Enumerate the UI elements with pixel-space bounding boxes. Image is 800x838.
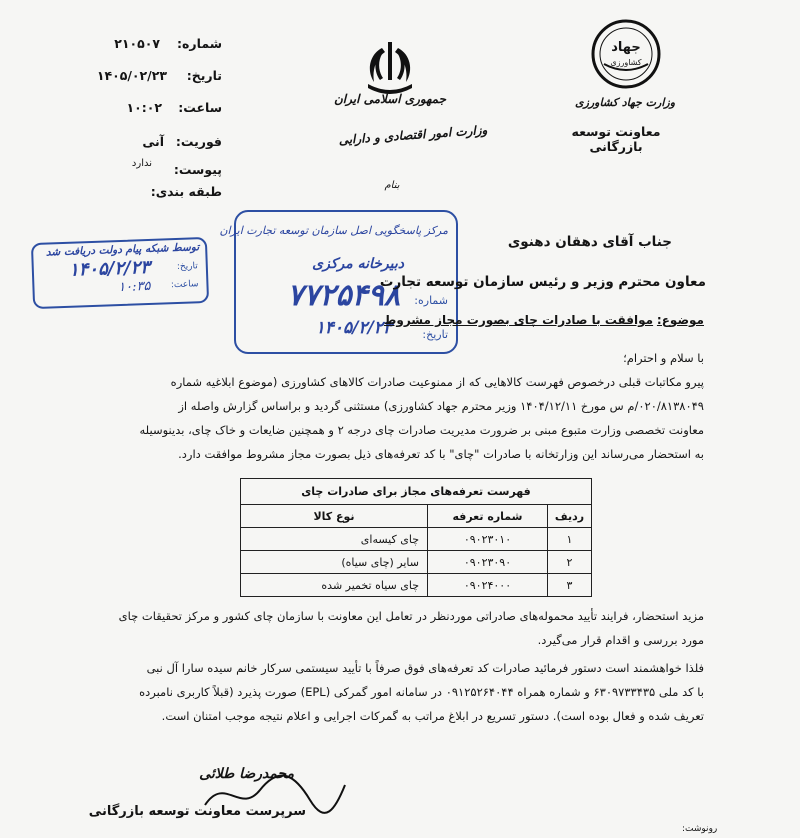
dept-name: معاونت توسعه بازرگانی [571, 124, 661, 154]
secretariat-date: ۱۴۰۵/۲/۲۳ [315, 318, 392, 338]
secretariat-stamp-title: مرکز پاسخگویی اصل سازمان توسعه تجارت ایران [219, 224, 448, 237]
date-label: تاریخ: [186, 68, 222, 83]
urgency-label: فوریت: [175, 134, 222, 149]
body-line-4: به استحضار می‌رساند این وزارتخانه با صادرات "چای" با کد تعرفه‌های ذیل بصورت مجاز مشروط موافقت دارد. [178, 447, 704, 461]
item-name: سایر (چای سیاه) [241, 551, 428, 574]
number-label: شماره: [177, 36, 222, 51]
item-name: چای کیسه‌ای [241, 528, 428, 551]
body-line-1: پیرو مکاتبات قبلی درخصوص فهرست کالاهایی که از ممنوعیت صادرات کالاهای کشاورزی (موضوع ابلاغیه شماره [170, 375, 704, 389]
row-number: ۳ [548, 574, 592, 597]
body-line-10: تعریف شده و فعال بوده است). دستور تسریع در ابلاغ مراتب به گمرکات اجرایی و اعلام نتیجه موجب امتنان است. [161, 709, 704, 723]
row-number: ۱ [548, 528, 592, 551]
receipt-stamp-title: توسط شبکه پیام دولت دریافت شد [45, 241, 200, 259]
receipt-stamp [31, 237, 209, 309]
date-row [52, 68, 222, 88]
subject-text: موافقت با صادرات چای بصورت مجاز مشروط [383, 313, 654, 327]
signature-scribble-icon [200, 770, 350, 820]
table-row [241, 574, 592, 597]
col-code: شماره تعرفه [428, 505, 548, 528]
body-line-8: فلذا خواهشمند است دستور فرمائید صادرات کد تعرفه‌های فوق صرفاً با تأیید سیستمی سرکار خانم سیده سارا آل نبی [146, 661, 704, 675]
tariff-table [240, 478, 592, 597]
receipt-stamp-time: ۱۰:۳۵ [117, 278, 151, 296]
attachment-value: ندارد [131, 158, 152, 169]
signer-name: محمدرضا طلائی [199, 766, 294, 782]
tariff-code: ۰۹۰۲۳۰۹۰ [428, 551, 548, 574]
greeting: با سلام و احترام؛ [623, 351, 704, 365]
classification-label: طبقه بندی: [150, 184, 222, 199]
attachment-label: پیوست: [173, 162, 222, 177]
logo-sub: کشاورزی [610, 58, 642, 67]
body-line-6: مزید استحضار، فرایند تأیید محموله‌های صادراتی موردنظر در تعامل این معاونت با سازمان چای کشور و مرکز تحقیقات چای [118, 609, 704, 623]
time-value: ۱۰:۰۲ [126, 100, 162, 115]
iran-emblem-icon [352, 40, 428, 100]
tariff-table-caption: فهرست تعرفه‌های مجاز برای صادرات چای [241, 479, 592, 505]
row-number: ۲ [548, 551, 592, 574]
body-line-7: مورد بررسی و اقدام قرار می‌گیرد. [537, 633, 704, 647]
body-line-3: معاونت تخصصی وزارت متبوع مبنی بر ضرورت مدیریت صادرات چای درجه ۲ و همچنین ضایعات و خاک چای، بدینوسیله [139, 423, 704, 437]
col-item: نوع کالا [241, 505, 428, 528]
receipt-stamp-time-label: ساعت: [170, 279, 199, 291]
republic-name: جمهوری اسلامی ایران [333, 92, 447, 106]
table-row [241, 528, 592, 551]
body-line-9: با کد ملی ۶۳۰۹۷۳۳۴۳۵ و شماره همراه ۰۹۱۲۵۲۶۴۰۴۴ در سامانه امور گمرکی (EPL) صورت پذیرد (قبلاً کاربری نامبرده [139, 685, 704, 699]
time-label: ساعت: [178, 100, 222, 115]
signer-title: سرپرست معاونت توسعه بازرگانی [88, 804, 306, 819]
copy-label: رونوشت: [682, 824, 718, 834]
secretariat-number: ۷۷۲۵۴۹۸ [287, 278, 400, 313]
subject-label: موضوع: [656, 313, 704, 327]
urgency-row [52, 134, 222, 154]
receipt-stamp-date: ۱۴۰۵/۲/۲۳ [68, 256, 151, 281]
tariff-code: ۰۹۰۲۳۰۱۰ [428, 528, 548, 551]
urgency-value: آنی [142, 134, 164, 149]
tariff-code: ۰۹۰۲۴۰۰۰ [428, 574, 548, 597]
secretariat-stamp-sub: دبیرخانه مرکزی [312, 256, 404, 272]
ministry-name: وزارت امور اقتصادی و دارایی [338, 122, 488, 148]
date-value: ۱۴۰۵/۰۲/۲۳ [96, 68, 167, 83]
secretariat-number-label: شماره: [414, 294, 448, 307]
attachment-row [52, 156, 222, 186]
secretariat-date-label: تاریخ: [422, 328, 448, 341]
recipient-title: معاون محترم وزیر و رئیس سازمان توسعه تجارت [379, 274, 706, 290]
logo-ministry: وزارت جهاد کشاورزی [574, 96, 676, 109]
time-row [52, 100, 222, 120]
number-value: ۲۱۰۵۰۷ [114, 36, 160, 51]
body-line-2: ۰۲۰/۸۱۳۸۰۴۹/م س مورخ ۱۴۰۴/۱۲/۱۱ وزیر محترم جهاد کشاورزی) مستثنی گردید و براساس گزارش واصله از [178, 399, 704, 413]
classification-row [52, 184, 222, 204]
iran-emblem [352, 40, 428, 100]
col-row: ردیف [548, 505, 592, 528]
recipient-name: جناب آقای دهقان دهنوی [507, 234, 672, 250]
subject-line [384, 312, 704, 328]
number-row [52, 36, 222, 56]
table-row [241, 551, 592, 574]
item-name: چای سیاه تخمیر شده [241, 574, 428, 597]
receipt-stamp-date-label: تاریخ: [176, 261, 198, 273]
logo-title: جهاد [611, 40, 641, 55]
ministry-sub: بنام [384, 180, 400, 191]
